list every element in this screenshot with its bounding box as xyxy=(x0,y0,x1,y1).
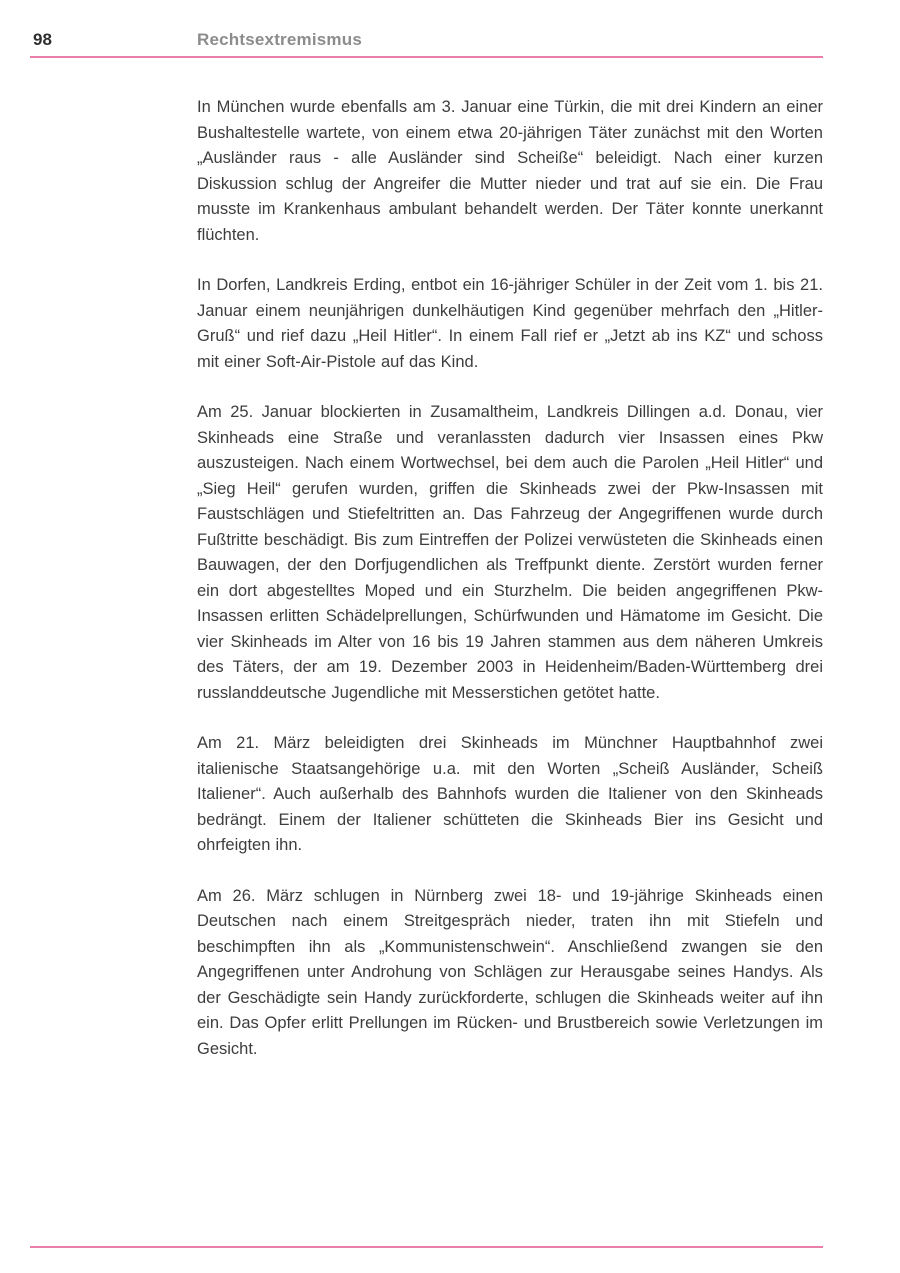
paragraph: Am 25. Januar blockierten in Zusamaltheim, Landkreis Dillingen a.d. Donau, vier Skinheads eine Straße und veranlassten dadurch vier Insassen eines Pkw auszusteigen. Nach einem Wortwechsel, bei dem auch die Parolen „Heil Hitler“ und „Sieg Heil“ gerufen wurden, griffen die Skinheads zwei der Pkw-Insassen mit Faustschlägen und Stiefeltritten an. Das Fahrzeug der Angegriffenen wurde durch Fußtritte beschädigt. Bis zum Eintreffen der Polizei verwüsteten die Skinheads einen Bauwagen, der den Dorfjugendlichen als Treffpunkt diente. Zerstört wurden ferner ein dort abgestelltes Moped und ein Sturzhelm. Die beiden angegriffenen Pkw-Insassen erlitten Schädelprellungen, Schürfwunden und Hämatome im Gesicht. Die vier Skinheads im Alter von 16 bis 19 Jahren stammen aus dem näheren Umkreis des Täters, der am 19. Dezember 2003 in Heidenheim/Baden-Württemberg drei russlanddeutsche Jugendliche mit Messerstichen getötet hatte. xyxy=(197,403,823,702)
paragraph: Am 26. März schlugen in Nürnberg zwei 18- und 19-jährige Skinheads einen Deutschen nach einem Streitgespräch nieder, traten ihn mit Stiefeln und beschimpften ihn als „Kommunistenschwein“. Anschließend zwangen sie den Angegriffenen unter Androhung von Schlägen zur Herausgabe seines Handys. Als der Geschädigte sein Handy zurückforderte, schlugen die Skinheads weiter auf ihn ein. Das Opfer erlitt Prellungen im Rücken- und Brustbereich sowie Verletzungen im Gesicht. xyxy=(197,886,823,1058)
paragraph: In München wurde ebenfalls am 3. Januar eine Türkin, die mit drei Kindern an einer Bushaltestelle wartete, von einem etwa 20-jährigen Täter zunächst mit den Worten „Ausländer raus - alle Ausländer sind Scheiße“ beleidigt. Nach einer kurzen Diskussion schlug der Angreifer die Mutter nieder und trat auf sie ein. Die Frau musste im Krankenhaus ambulant behandelt werden. Der Täter konnte unerkannt flüchten. xyxy=(197,98,823,244)
paragraph: In Dorfen, Landkreis Erding, entbot ein 16-jähriger Schüler in der Zeit vom 1. bis 21. Januar einem neunjährigen dunkelhäutigen Kind gegenüber mehrfach den „Hitler-Gruß“ und rief dazu „Heil Hitler“. In einem Fall rief er „Jetzt ab ins KZ“ und schoss mit einer Soft-Air-Pistole auf das Kind. xyxy=(197,276,823,371)
paragraph: Am 21. März beleidigten drei Skinheads im Münchner Hauptbahnhof zwei italienische Staatsangehörige u.a. mit den Worten „Scheiß Ausländer, Scheiß Italiener“. Auch außerhalb des Bahnhofs wurden die Italiener von den Skinheads bedrängt. Einem der Italiener schütteten die Skinheads Bier ins Gesicht und ohrfeigten ihn. xyxy=(197,734,823,854)
footer-rule xyxy=(30,1246,823,1248)
header-rule xyxy=(30,56,823,58)
page-number: 98 xyxy=(33,30,52,49)
chapter-title: Rechtsextremismus xyxy=(197,30,362,49)
body-text xyxy=(197,95,823,1062)
